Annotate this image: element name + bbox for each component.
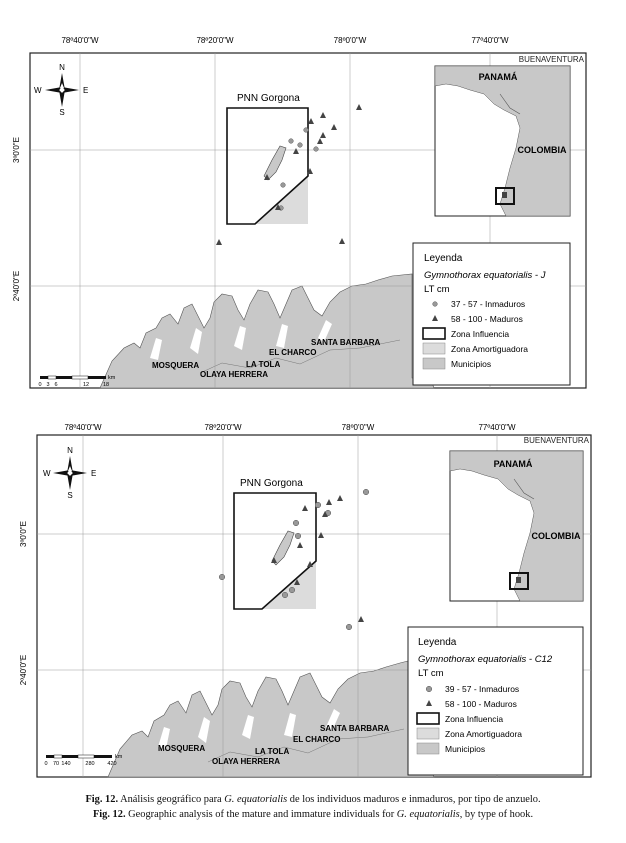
scale-tick: 6	[54, 382, 58, 388]
scale-tick: 12	[82, 382, 90, 388]
scale-tick: 0	[44, 761, 48, 767]
town-olaya-herrera: OLAYA HERRERA	[212, 757, 281, 766]
legend-item-label: Zona Influencia	[445, 714, 504, 724]
scale-tick: 3	[46, 382, 50, 388]
compass-s: S	[67, 491, 73, 500]
legend-gray-box	[423, 358, 445, 369]
legend-light-box	[423, 343, 445, 354]
inset-label-colombia: COLOMBIA	[517, 145, 567, 155]
town-mosquera: MOSQUERA	[152, 361, 200, 370]
inset-label-panama: PANAMÁ	[493, 459, 533, 469]
label-buenaventura: BUENAVENTURA	[523, 436, 589, 445]
legend-title: Leyenda	[424, 253, 463, 264]
map-svg	[0, 28, 626, 393]
legend-gray-box	[417, 743, 439, 754]
town-santa-barbara: SANTA BARBARA	[311, 338, 381, 347]
legend-item-label: 58 - 100 - Maduros	[451, 314, 523, 324]
immature-point	[293, 520, 299, 526]
scale-tick: 420	[107, 761, 117, 767]
town-el-charco: EL CHARCO	[269, 348, 317, 357]
lat-label: 2º40'0"E	[12, 270, 21, 302]
immature-point	[219, 574, 225, 580]
inset-label-panama: PANAMÁ	[478, 72, 518, 82]
legend-species: Gymnothorax equatorialis - J	[424, 270, 546, 281]
legend	[413, 243, 570, 385]
map-panel-juvenile-hook	[0, 28, 626, 393]
lat-label: 3º0'0"E	[12, 137, 21, 163]
caption-es-prefix: Fig. 12.	[85, 794, 119, 805]
map-panel-c12-hook	[0, 415, 626, 780]
legend-item-label: 37 - 57 - Inmaduros	[451, 299, 526, 309]
legend-unit: LT cm	[418, 668, 444, 679]
caption-en-text-a: Geographic analysis of the mature and immature individuals for	[125, 809, 397, 820]
legend-item-label: Zona Influencia	[451, 329, 510, 339]
legend-unit: LT cm	[424, 284, 450, 295]
legend-item-label: Municipios	[445, 744, 486, 754]
caption-es-text-a: Análisis geográfico para	[118, 794, 225, 805]
lat-label: 3º0'0"E	[19, 521, 28, 547]
lon-label: 77º40'0"W	[471, 36, 509, 45]
town-santa-barbara: SANTA BARBARA	[320, 724, 390, 733]
compass-n: N	[59, 63, 65, 72]
scale-tick: 0	[38, 382, 42, 388]
compass-w: W	[34, 86, 42, 95]
immature-point	[289, 139, 294, 144]
town-olaya-herrera: OLAYA HERRERA	[200, 370, 269, 379]
town-mosquera: MOSQUERA	[158, 744, 206, 753]
lon-label: 78º20'0"W	[196, 36, 234, 45]
immature-point	[289, 587, 295, 593]
immature-point	[281, 183, 286, 188]
inset-map	[450, 451, 583, 601]
map-svg	[0, 415, 626, 780]
legend-item-label: 39 - 57 - Inmaduros	[445, 684, 520, 694]
scale-tick: 280	[85, 761, 95, 767]
caption-en-prefix: Fig. 12.	[92, 809, 126, 820]
legend-item-label: 58 - 100 - Maduros	[445, 699, 517, 709]
town-el-charco: EL CHARCO	[293, 735, 341, 744]
legend-title: Leyenda	[418, 637, 457, 648]
compass-w: W	[43, 469, 51, 478]
compass-s: S	[59, 108, 65, 117]
legend-item-label: Zona Amortiguadora	[451, 344, 529, 354]
immature-point	[304, 128, 309, 133]
park-label: PNN Gorgona	[237, 93, 300, 104]
compass-e: E	[83, 86, 89, 95]
legend-outline-box	[417, 713, 439, 724]
immature-point	[298, 143, 303, 148]
lon-label: 78º0'0"W	[333, 36, 367, 45]
legend	[408, 627, 583, 775]
immature-point	[282, 592, 288, 598]
immature-point	[295, 533, 301, 539]
caption-english	[0, 809, 626, 820]
legend-circle-symbol	[426, 686, 432, 692]
legend-light-box	[417, 728, 439, 739]
lon-label: 78º40'0"W	[64, 423, 102, 432]
label-buenaventura: BUENAVENTURA	[518, 55, 584, 64]
compass-n: N	[67, 446, 73, 455]
town-la-tola: LA TOLA	[246, 360, 281, 369]
legend-outline-box	[423, 328, 445, 339]
inset-locator-fill	[516, 577, 521, 583]
town-la-tola: LA TOLA	[255, 747, 290, 756]
legend-item-label: Municipios	[451, 359, 492, 369]
lon-label: 78º20'0"W	[204, 423, 242, 432]
caption-es-text-b: de los individuos maduros e inmaduros, por tipo de anzuelo.	[287, 794, 541, 805]
immature-point	[315, 502, 321, 508]
park-label: PNN Gorgona	[240, 478, 303, 489]
immature-point	[314, 147, 319, 152]
caption-spanish	[0, 794, 626, 805]
inset-map	[435, 66, 570, 216]
scale-unit: km	[115, 754, 123, 760]
scale-tick: 140	[61, 761, 71, 767]
caption-en-species: G. equatorialis	[396, 809, 460, 820]
lat-label: 2º40'0"E	[19, 654, 28, 686]
caption-es-species: G. equatorialis	[224, 794, 288, 805]
scale-unit: km	[108, 375, 116, 381]
immature-point	[346, 624, 352, 630]
lon-label: 78º40'0"W	[61, 36, 99, 45]
compass-e: E	[91, 469, 97, 478]
scale-tick: 70	[52, 761, 60, 767]
scale-tick: 18	[102, 382, 110, 388]
lon-label: 77º40'0"W	[478, 423, 516, 432]
legend-species: Gymnothorax equatorialis - C12	[418, 654, 553, 665]
caption-en-text-b: , by type of hook.	[459, 809, 534, 820]
immature-point	[363, 489, 369, 495]
inset-label-colombia: COLOMBIA	[531, 531, 581, 541]
legend-circle-symbol	[433, 302, 438, 307]
inset-locator-fill	[502, 192, 507, 198]
lon-label: 78º0'0"W	[341, 423, 375, 432]
legend-item-label: Zona Amortiguadora	[445, 729, 523, 739]
